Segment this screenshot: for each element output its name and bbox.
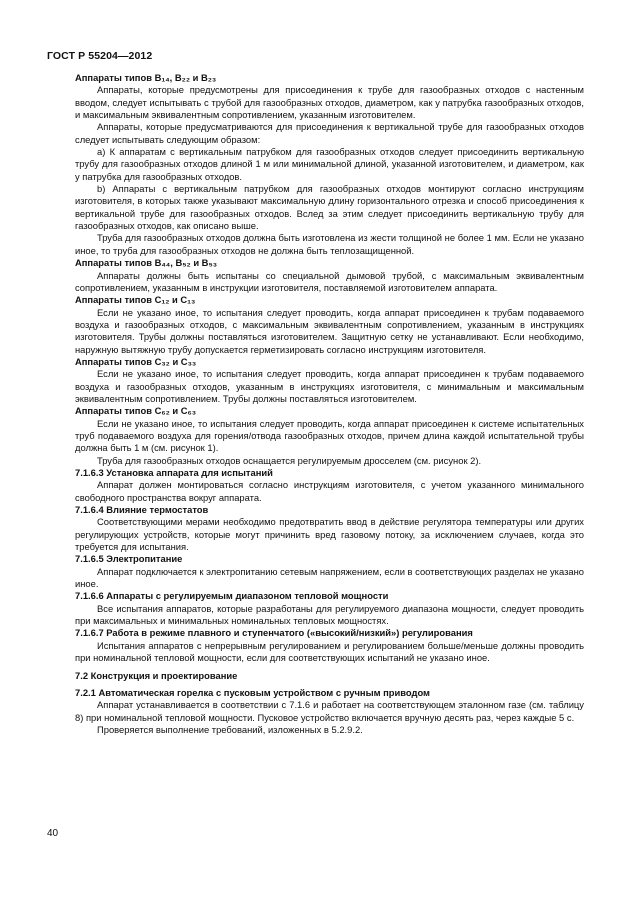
section-heading: 7.1.6.6 Аппараты с регулируемым диапазоном тепловой мощности <box>75 590 389 602</box>
section-heading: 7.1.6.3 Установка аппарата для испытаний <box>75 467 273 478</box>
paragraph: a) К аппаратам с вертикальным патрубком для газообразных отходов следует присоединить вертикальную трубу для газообразных отходов длиной 1 м или минимальной длиной, указанной изготовителем, и диаметром, как у патрубка для газообразных отходов. <box>75 146 584 182</box>
paragraph: Если не указано иное, то испытания следует проводить, когда аппарат присоединен к системе испытательных труб подаваемого воздуха для горения/отвода газообразных отходов, причем длина каждой испытательной трубы должна быть 1 м (см. рисунок 1). <box>75 417 584 454</box>
paragraph: Аппараты, которые предусмотрены для присоединения к трубе для газообразных отходов с настенным вводом, следует испытывать с трубой для газообразных отходов, диаметром, как у патрубка газообразных отходов, и максимальным эквивалентным сопротивлением, указанным изготовителем. <box>75 84 584 121</box>
paragraph: Аппараты должны быть испытаны со специальной дымовой трубой, с максимальным эквивалентным сопротивлением, указанным в инструкции изготовителя, поставляемой изготовителем аппарата. <box>75 269 584 293</box>
section-heading: 7.1.6.7 Работа в режиме плавного и ступенчатого («высокий/низкий») регулирования <box>75 627 473 639</box>
paragraph: Аппарат должен монтироваться согласно инструкциям изготовителя, с учетом указанного минимального свободного пространства вокруг аппарата. <box>75 479 584 503</box>
paragraph: Если не указано иное, то испытания следует проводить, когда аппарат присоединен к трубам подаваемого воздуха и газообразных отходов, указанным в инструкциях изготовителя, с минимальным и максимальным эквивалентным сопротивлением. Трубы должны поставляться изготовителем. <box>75 368 584 404</box>
paragraph: b) Аппараты с вертикальным патрубком для газообразных отходов монтируют согласно инструкциям изготовителя, в которых также указывают максимальную длину горизонтального отрезка и способ присоединения к вертикальной трубе для газообразных отходов. Вслед за этим следует присоединить вертикальную трубу для газообразных отходов, как описано выше. <box>75 183 584 232</box>
paragraph: Аппарат устанавливается в соответствии с 7.1.6 и работает на соответствующем эталонном газе (см. таблицу 8) при номинальной тепловой мощности. Пусковое устройство включается вручную десять раз, через каждые 5 с. <box>75 699 584 723</box>
paragraph: Труба для газообразных отходов должна быть изготовлена из жести толщиной не более 1 мм. Если не указано иное, то труба для газообразных отходов не должна быть теплозащищенной. <box>75 232 584 256</box>
document-body <box>75 72 584 736</box>
paragraph: Аппараты, которые предусматриваются для присоединения к вертикальной трубе для газообразных отходов следует испытывать следующим образом: <box>75 121 584 145</box>
section-heading: Аппараты типов B₁₄, B₂₂ и B₂₃ <box>75 72 217 83</box>
paragraph: Если не указано иное, то испытания следует проводить, когда аппарат присоединен к трубам подаваемого воздуха и газообразных отходов, с максимальным эквивалентным сопротивлением, указанным в инструкциях изготовителя. Трубы должны поставляться изготовителем. Защитную сетку не устанавливают. Если необходимо, наружную вытяжную трубу допускается герметизировать согласно инструкциям изготовителя. <box>75 306 584 355</box>
section-heading: Аппараты типов C₁₂ и C₁₃ <box>75 294 196 306</box>
paragraph: Соответствующими мерами необходимо предотвратить ввод в действие регулятора температуры или других регулирующих устройств, которые могут причинить вред газовому потоку, за исключением случаев, когда это требуется для испытания. <box>75 516 584 553</box>
paragraph: Аппарат подключается к электропитанию сетевым напряжением, если в соответствующих разделах не указано иное. <box>75 565 584 590</box>
section-heading: Аппараты типов B₄₄, B₅₂ и B₅₃ <box>75 257 218 269</box>
section-heading: 7.1.6.4 Влияние термостатов <box>75 504 209 516</box>
page-number: 40 <box>47 828 59 839</box>
section-heading: 7.2.1 Автоматическая горелка с пусковым устройством с ручным приводом <box>75 686 430 698</box>
section-heading: Аппараты типов C₃₂ и C₃₃ <box>75 355 197 367</box>
paragraph: Испытания аппаратов с непрерывным регулированием и регулированием больше/меньше должны проводить при номинальной тепловой мощности, если для соответствующих испытаний не указано иное. <box>75 639 584 664</box>
paragraph: Проверяется выполнение требований, изложенных в 5.2.9.2. <box>97 723 363 735</box>
paragraph: Труба для газообразных отходов оснащается регулируемым дросселем (см. рисунок 2). <box>97 454 482 466</box>
section-heading: 7.2 Конструкция и проектирование <box>75 669 238 681</box>
paragraph: Все испытания аппаратов, которые разработаны для регулируемого диапазона мощности, следует проводить при максимальных и минимальных номинальных тепловых мощностях. <box>75 602 584 627</box>
document-header: ГОСТ Р 55204—2012 <box>47 50 153 62</box>
section-heading: Аппараты типов C₆₂ и C₆₃ <box>75 405 197 417</box>
section-heading: 7.1.6.5 Электропитание <box>75 553 183 565</box>
